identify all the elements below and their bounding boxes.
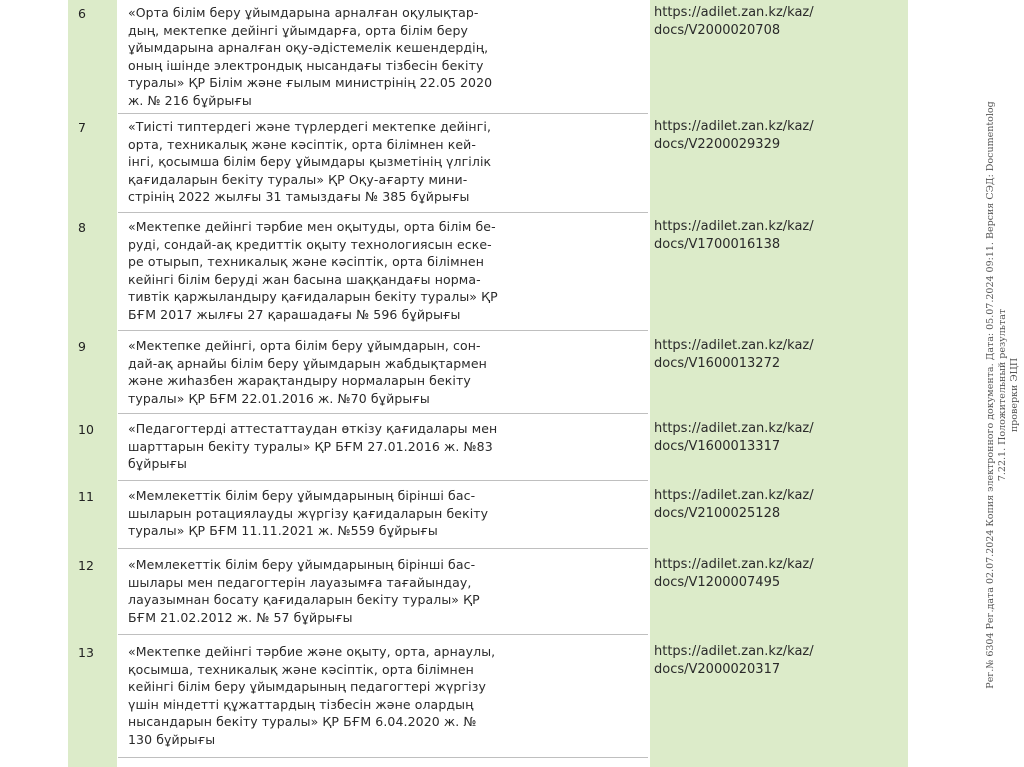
document-title: «Педагогтерді аттестаттаудан өткізу қағидалары мен шарттарын бекіту туралы» ҚР БҒМ 27.01.2016 ж. №83 бұйрығы [128, 421, 498, 472]
document-title: «Мемлекеттік білім беру ұйымдарының бірінші бас- шыларын ротациялауды жүргізу қағидаларын бекіту туралы» ҚР БҒМ 11.11.2021 ж. №559 бұйрығы [128, 488, 489, 539]
row-number: 13 [78, 645, 94, 660]
document-title: «Тиісті типтердегі және түрлердегі мектепке дейінгі, орта, техникалық және кәсіптік, орта білімнен кей- інгі, қосымша білім беру ұйымдары қызметінің үлгілік қағидаларын бекіту туралы» ҚР Оқу-ағарту мини- стрінің 2022 жылғы 31 тамыздағы № 385 бұйрығы [128, 119, 492, 205]
row-divider [118, 548, 648, 549]
row-number: 7 [78, 120, 86, 135]
row-divider [118, 480, 648, 481]
document-link[interactable]: https://adilet.zan.kz/kaz/ docs/V1600013317 [654, 421, 814, 454]
document-link[interactable]: https://adilet.zan.kz/kaz/ docs/V2000020317 [654, 644, 814, 677]
row-number: 6 [78, 6, 86, 21]
row-divider [118, 113, 648, 114]
document-title: «Мектепке дейінгі тәрбие және оқыту, орта, арнаулы, қосымша, техникалық және кәсіптік, орта білімнен кейінгі білім беру ұйымдарының педагогтері жүргізу үшін міндетті құжаттардың тізбесін және олардың нысандарын бекіту туралы» ҚР БҒМ 6.04.2020 ж. № 130 бұйрығы [128, 644, 496, 747]
row-divider [118, 757, 648, 758]
document-title: «Орта білім беру ұйымдарына арналған оқулықтар- дың, мектепке дейінгі ұйымдарға, орта білім беру ұйымдарына арналған оқу-әдістемелік кешендердің, оның ішінде электрондық нысандағы тізбесін бекіту туралы» ҚР Білім және ғылым министрінің 22.05 2020 ж. № 216 бұйрығы [128, 5, 493, 108]
row-divider [118, 212, 648, 213]
document-link[interactable]: https://adilet.zan.kz/kaz/ docs/V1600013272 [654, 338, 814, 371]
row-number: 11 [78, 489, 94, 504]
document-link[interactable]: https://adilet.zan.kz/kaz/ docs/V2100025128 [654, 488, 814, 521]
document-link[interactable]: https://adilet.zan.kz/kaz/ docs/V2000020708 [654, 5, 814, 38]
row-divider [118, 634, 648, 635]
row-divider [118, 413, 648, 414]
document-title: «Мемлекеттік білім беру ұйымдарының бірінші бас- шылары мен педагогтерін лауазымға тағайындау, лауазымнан босату қағидаларын бекіту туралы» ҚР БҒМ 21.02.2012 ж. № 57 бұйрығы [128, 557, 480, 625]
registration-stamp-text: Рег.№ 6304 Рег.дата 02.07.2024 Копия электронного документа. Дата: 05.07.2024 09:11. Версия СЭД: Documentolog 7.22.1. Положительный результат проверки ЭЦП [985, 101, 1020, 689]
row-number: 10 [78, 422, 94, 437]
document-link[interactable]: https://adilet.zan.kz/kaz/ docs/V2200029329 [654, 119, 814, 152]
row-number: 8 [78, 220, 86, 235]
document-title: «Мектепке дейінгі, орта білім беру ұйымдарын, сон- дай-ақ арнайы білім беру ұйымдарын жабдықтармен және жиһазбен жарақтандыру нормаларын бекіту туралы» ҚР БҒМ 22.01.2016 ж. №70 бұйрығы [128, 338, 487, 406]
document-link[interactable]: https://adilet.zan.kz/kaz/ docs/V1200007495 [654, 557, 814, 590]
row-number: 12 [78, 558, 94, 573]
row-number: 9 [78, 339, 86, 354]
document-title: «Мектепке дейінгі тәрбие мен оқытуды, орта білім бе- руді, сондай-ақ кредиттік оқыту технологиясын еске- ре отырып, техникалық және кәсіптік, орта білімнен кейінгі білім беруді жан басына шаққандағы норма- тивтік қаржыландыру қағидаларын бекіту туралы» ҚР БҒМ 2017 жылғы 27 қарашадағы № 596 бұйрығы [128, 219, 498, 322]
row-divider [118, 330, 648, 331]
document-link[interactable]: https://adilet.zan.kz/kaz/ docs/V1700016138 [654, 219, 814, 252]
